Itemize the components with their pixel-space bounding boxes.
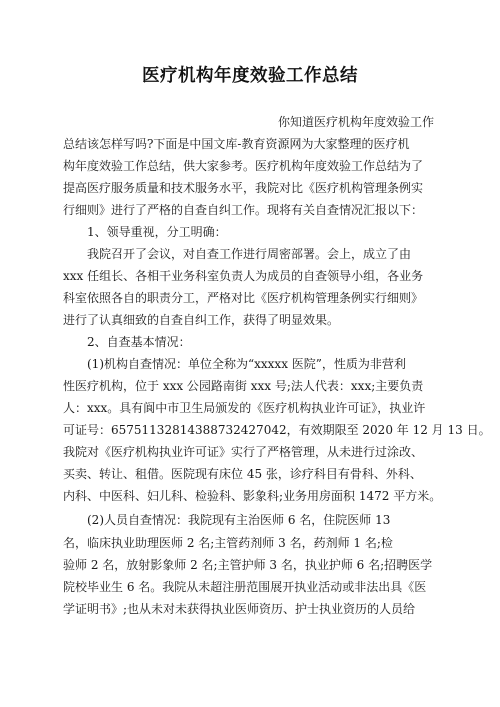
- paragraph-line: 买卖、转让、租借。医院现有床位 45 张，诊疗科目有骨科、外科、: [63, 467, 422, 481]
- document-title: 医疗机构年度效验工作总结: [142, 66, 358, 86]
- paragraph-line: 名，临床执业助理医师 2 名;主管药剂师 3 名，药剂师 1 名;检: [63, 536, 393, 550]
- paragraph-line: 总结该怎样写吗?下面是中国文库-教育资源网为大家整理的医疗机: [63, 137, 410, 151]
- section-heading: 1、领导重视，分工明确：: [87, 225, 227, 239]
- paragraph-line: 我院召开了会议，对自查工作进行周密部署。会上，成立了由: [87, 247, 412, 261]
- paragraph-line: 构年度效验工作总结，供大家参考。医疗机构年度效验工作总结为了: [63, 159, 424, 173]
- section-heading: 2、自查基本情况：: [87, 335, 191, 349]
- paragraph-line: 可证号：657511328143887324270​42，有效期限至 2020 年 12 月 13 日。: [63, 423, 491, 437]
- paragraph-line: 学证明书》;也从未对未获得执业医师资历、护士执业资历的人员给: [63, 602, 416, 616]
- paragraph-line: 内科、中医科、妇儿科、检验科、影象科;业务用房面积 1472 平方米。: [63, 489, 442, 503]
- paragraph-line: 提高医疗服务质量和技术服务水平，我院对比《医疗机构管理条例实: [63, 181, 424, 195]
- paragraph-line: 行细则》进行了严格的自查自纠工作。现将有关自查情况汇报以下：: [63, 203, 424, 217]
- paragraph-line: (1)机构自查情况：单位全称为“xxxxx 医院”，性质为非营利: [87, 357, 406, 371]
- paragraph-line: 你知道医疗机构年度效验工作: [277, 115, 434, 129]
- paragraph-line: 性医疗机构，位于 xxx 公园路南街 xxx 号;法人代表：xxx;主要负责: [63, 379, 424, 393]
- paragraph-line: 人：xxx。具有阆中市卫生局颁发的《医疗机构执业许可证》，执业许: [63, 401, 426, 415]
- paragraph-line: 我院对《医疗机构执业许可证》实行了严格管理，从未进行过涂改、: [63, 445, 424, 459]
- paragraph-line: 进行了认真细致的自查自纠工作，获得了明显效果。: [63, 313, 340, 327]
- paragraph-line: 院校毕业生 6 名。我院从未超注册范围展开执业活动或非法出具《医: [63, 580, 427, 594]
- paragraph-line: 科室依照各自的职责分工，严格对比《医疗机构管理条例实行细则》: [63, 291, 424, 305]
- paragraph-line: xxx 任组长、各相干业务科室负责人为成员的自查领导小组，各业务: [63, 269, 424, 283]
- paragraph-line: (2)人员自查情况：我院现有主治医师 6 名，住院医师 13: [87, 513, 391, 527]
- paragraph-line: 验师 2 名，放射影象师 2 名;主管护师 3 名，执业护师 6 名;招聘医学: [63, 558, 433, 572]
